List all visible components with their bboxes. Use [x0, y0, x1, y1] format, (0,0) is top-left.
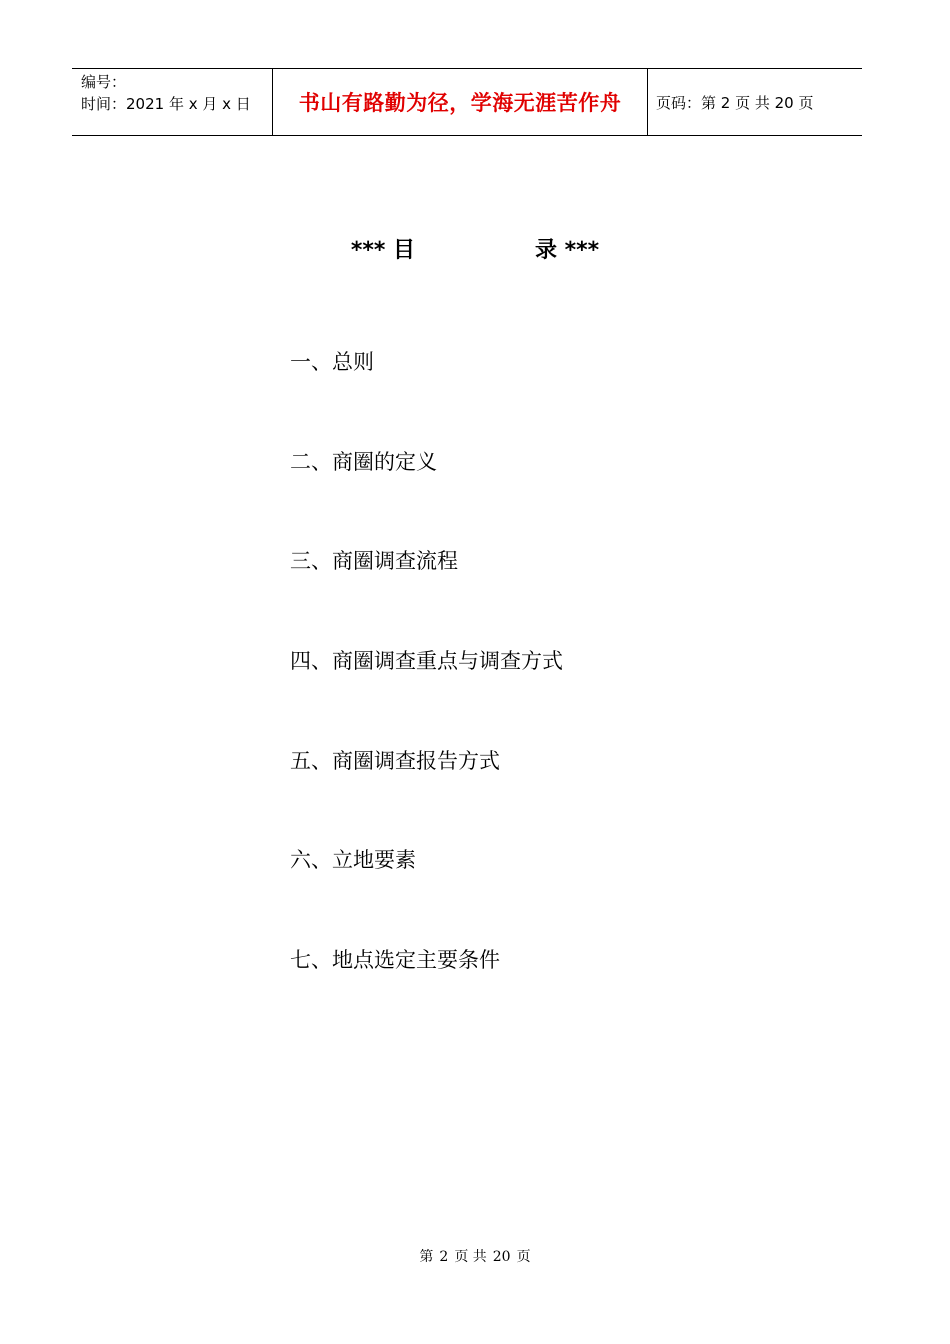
footer-prefix: 第: [419, 1249, 434, 1265]
toc-item: 七、地点选定主要条件: [290, 948, 500, 973]
header-page-info-cell: [648, 69, 862, 135]
footer-middle: 页 共: [454, 1249, 487, 1265]
footer-total-pages: 20: [492, 1249, 511, 1265]
document-date: 时间：2021 年 x 月 x 日: [81, 95, 251, 113]
toc-item: 三、商圈调查流程: [290, 549, 458, 574]
toc-item: 二、商圈的定义: [290, 449, 437, 474]
toc-item: 六、立地要素: [290, 848, 416, 873]
footer-page-number: 2: [439, 1249, 449, 1265]
document-number: 编号：: [81, 73, 127, 91]
header-page-info: 页码：第 2 页 共 20 页: [656, 93, 814, 112]
header-motto-cell: [273, 69, 648, 135]
footer-suffix: 页: [516, 1249, 531, 1265]
header-motto: 书山有路勤为径，学海无涯苦作舟: [298, 91, 622, 115]
header-meta: [72, 69, 273, 135]
table-of-contents: [290, 348, 563, 1046]
toc-title-right: 录 ***: [535, 238, 600, 263]
toc-title-left: *** 目: [350, 238, 415, 263]
toc-title: [0, 233, 950, 264]
toc-item: 一、总则: [290, 350, 374, 374]
toc-item: 四、商圈调查重点与调查方式: [290, 649, 563, 674]
page-footer: [0, 1246, 950, 1266]
toc-item: 五、商圈调查报告方式: [290, 748, 500, 773]
page-header: [72, 68, 862, 136]
